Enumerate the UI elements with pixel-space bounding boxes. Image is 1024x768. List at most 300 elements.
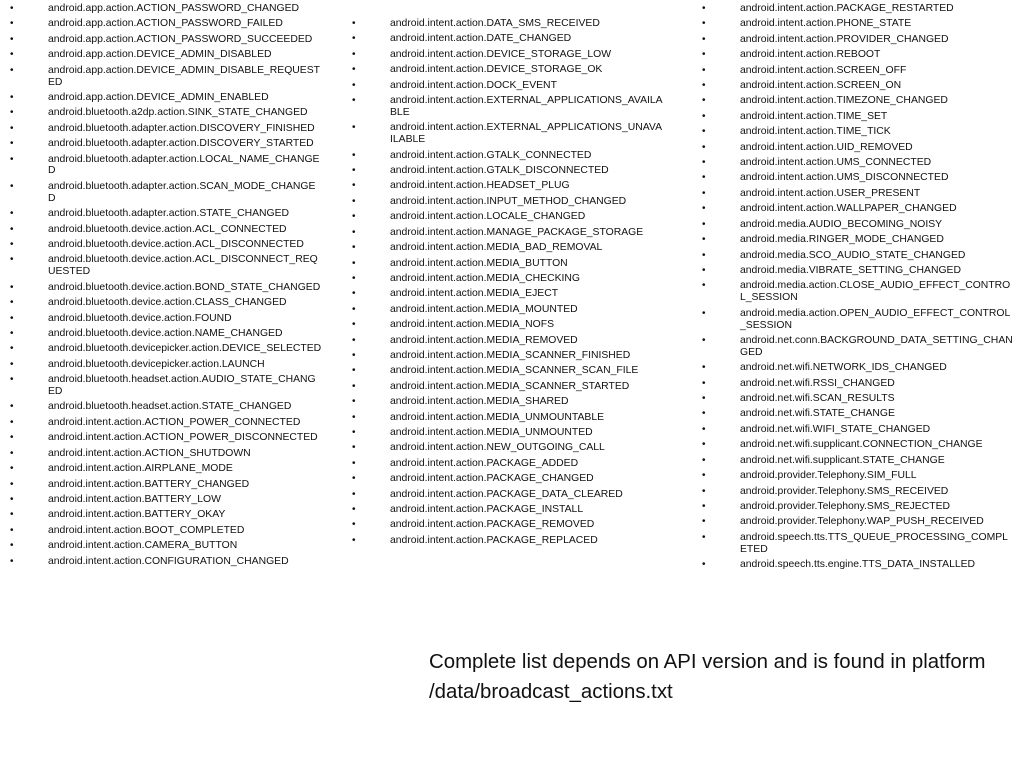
action-name: android.media.RINGER_MODE_CHANGED (740, 234, 944, 246)
action-name: android.app.action.ACTION_PASSWORD_SUCCEEDED (48, 33, 313, 45)
action-name: android.intent.action.BATTERY_CHANGED (48, 478, 250, 490)
bullet-icon: • (702, 559, 706, 571)
list-item (0, 374, 322, 398)
action-name: android.intent.action.PACKAGE_DATA_CLEARED (390, 488, 623, 500)
action-name: android.intent.action.EXTERNAL_APPLICATIONS_UNAVAILABLE (390, 122, 663, 146)
list-item (342, 150, 664, 162)
list-item (692, 532, 1014, 556)
action-name: android.intent.action.TIME_TICK (740, 126, 891, 138)
action-name: android.provider.Telephony.SMS_REJECTED (740, 500, 951, 512)
bullet-icon: • (702, 33, 706, 45)
action-name: android.intent.action.LOCALE_CHANGED (390, 211, 586, 223)
action-name: android.provider.Telephony.SIM_FULL (740, 470, 917, 482)
list-item (0, 328, 322, 340)
action-name: android.bluetooth.device.action.NAME_CHANGED (48, 327, 283, 339)
bullet-icon: • (10, 358, 14, 370)
action-name: android.intent.action.SCREEN_ON (740, 80, 902, 92)
list-item (342, 396, 664, 408)
list-item (342, 412, 664, 424)
bullet-icon: • (352, 411, 356, 423)
bullet-icon: • (10, 223, 14, 235)
bullet-icon: • (352, 195, 356, 207)
bullet-icon: • (10, 524, 14, 536)
bullet-icon: • (702, 334, 706, 346)
list-item (692, 234, 1014, 246)
bullet-icon: • (702, 218, 706, 230)
bullet-icon: • (702, 49, 706, 61)
bullet-icon: • (702, 516, 706, 528)
bullet-icon: • (10, 447, 14, 459)
bullet-icon: • (10, 312, 14, 324)
list-item (342, 442, 664, 454)
action-name: android.intent.action.MEDIA_UNMOUNTED (390, 426, 593, 438)
action-name: android.speech.tts.engine.TTS_DATA_INSTALLED (740, 559, 976, 571)
list-item (0, 107, 322, 119)
action-name: android.media.AUDIO_BECOMING_NOISY (740, 218, 943, 230)
action-name: android.intent.action.MEDIA_SHARED (390, 396, 569, 408)
bullet-icon: • (352, 442, 356, 454)
broadcast-actions-column-3 (692, 3, 1014, 574)
action-name: android.intent.action.PACKAGE_CHANGED (390, 473, 594, 485)
action-name: android.intent.action.PHONE_STATE (740, 18, 912, 30)
action-name: android.intent.action.PACKAGE_RESTARTED (740, 3, 954, 14)
bullet-icon: • (352, 488, 356, 500)
list-item (692, 470, 1014, 482)
bullet-icon: • (10, 180, 14, 192)
bullet-icon: • (702, 80, 706, 92)
action-name: android.intent.action.MEDIA_BUTTON (390, 257, 568, 269)
bullet-icon: • (702, 18, 706, 30)
bullet-icon: • (352, 288, 356, 300)
bullet-icon: • (702, 203, 706, 215)
list-item (0, 154, 322, 178)
bullet-icon: • (10, 297, 14, 309)
bullet-icon: • (10, 401, 14, 413)
list-item (0, 448, 322, 460)
action-name: android.intent.action.UMS_CONNECTED (740, 157, 932, 169)
bullet-icon: • (10, 540, 14, 552)
action-name: android.intent.action.MEDIA_SCANNER_FINISHED (390, 349, 631, 361)
list-item (0, 18, 322, 30)
list-item (692, 455, 1014, 467)
bullet-icon: • (10, 432, 14, 444)
list-item (692, 34, 1014, 46)
bullet-icon: • (702, 280, 706, 292)
list-item (0, 239, 322, 251)
list-item (0, 3, 322, 15)
bullet-icon: • (702, 454, 706, 466)
action-name: android.intent.action.DEVICE_STORAGE_OK (390, 64, 603, 76)
list-item (0, 343, 322, 355)
action-name: android.intent.action.WALLPAPER_CHANGED (740, 203, 957, 215)
list-item (692, 203, 1014, 215)
list-item (342, 227, 664, 239)
bullet-icon: • (352, 257, 356, 269)
bullet-icon: • (352, 473, 356, 485)
bullet-icon: • (352, 64, 356, 76)
action-name: android.intent.action.MANAGE_PACKAGE_STORAGE (390, 226, 644, 238)
bullet-icon: • (352, 426, 356, 438)
list-item (342, 273, 664, 285)
bullet-icon: • (10, 122, 14, 134)
list-item (342, 288, 664, 300)
bullet-icon: • (10, 18, 14, 30)
bullet-icon: • (352, 519, 356, 531)
action-name: android.bluetooth.devicepicker.action.DEVICE_SELECTED (48, 343, 322, 355)
action-name: android.intent.action.PACKAGE_REMOVED (390, 519, 595, 531)
bullet-icon: • (10, 91, 14, 103)
bullet-icon: • (702, 500, 706, 512)
list-item (0, 49, 322, 61)
action-name: android.intent.action.GTALK_DISCONNECTED (390, 165, 609, 177)
action-name: android.net.conn.BACKGROUND_DATA_SETTING_CHANGED (740, 334, 1013, 358)
list-item (692, 95, 1014, 107)
bullet-icon: • (352, 534, 356, 546)
bullet-icon: • (702, 408, 706, 420)
list-item (692, 408, 1014, 420)
list-item (0, 92, 322, 104)
bullet-icon: • (702, 470, 706, 482)
list-item (0, 540, 322, 552)
action-name: android.app.action.DEVICE_ADMIN_DISABLED (48, 49, 272, 61)
bullet-icon: • (352, 272, 356, 284)
action-name: android.bluetooth.a2dp.action.SINK_STATE_CHANGED (48, 107, 308, 119)
action-name: android.bluetooth.adapter.action.SCAN_MODE_CHANGED (48, 180, 316, 204)
bullet-icon: • (10, 239, 14, 250)
list-item (342, 33, 664, 45)
bullet-icon: • (10, 343, 14, 355)
action-name: android.intent.action.BATTERY_LOW (48, 493, 221, 505)
bullet-icon: • (352, 457, 356, 469)
list-item (692, 18, 1014, 30)
bullet-icon: • (10, 416, 14, 428)
action-name: android.speech.tts.TTS_QUEUE_PROCESSING_COMPLETED (740, 531, 1008, 555)
list-item (0, 254, 322, 278)
bullet-icon: • (702, 64, 706, 76)
list-item (342, 180, 664, 192)
bullet-icon: • (352, 79, 356, 91)
list-item (692, 393, 1014, 405)
bullet-icon: • (702, 249, 706, 261)
action-name: android.intent.action.DATE_CHANGED (390, 33, 572, 45)
list-item (0, 208, 322, 220)
list-item (0, 525, 322, 537)
action-name: android.intent.action.NEW_OUTGOING_CALL (390, 442, 605, 454)
list-item (342, 64, 664, 76)
bullet-icon: • (352, 349, 356, 361)
action-name: android.net.wifi.supplicant.STATE_CHANGE (740, 454, 945, 466)
list-item (692, 126, 1014, 138)
bullet-icon: • (352, 180, 356, 192)
list-item (692, 188, 1014, 200)
bullet-icon: • (352, 226, 356, 238)
action-name: android.intent.action.ACTION_POWER_DISCONNECTED (48, 432, 318, 444)
bullet-icon: • (702, 141, 706, 153)
list-item (342, 504, 664, 516)
action-name: android.intent.action.TIME_SET (740, 110, 888, 122)
list-item (0, 463, 322, 475)
broadcast-actions-column-1 (0, 3, 322, 571)
footnote-text: Complete list depends on API version and is found in platform /data/broadcast_actions.txt (429, 651, 986, 703)
bullet-icon: • (352, 122, 356, 134)
list-item (342, 458, 664, 470)
list-item (0, 123, 322, 135)
broadcast-actions-list (0, 3, 322, 567)
action-name: android.media.action.OPEN_AUDIO_EFFECT_CONTROL_SESSION (740, 307, 1011, 331)
bullet-icon: • (702, 95, 706, 107)
broadcast-actions-column-2 (342, 18, 664, 550)
bullet-icon: • (352, 242, 356, 254)
bullet-icon: • (352, 396, 356, 408)
action-name: android.bluetooth.headset.action.STATE_CHANGED (48, 401, 292, 413)
bullet-icon: • (10, 153, 14, 165)
action-name: android.net.wifi.RSSI_CHANGED (740, 377, 895, 389)
action-name: android.intent.action.ACTION_POWER_CONNECTED (48, 416, 301, 428)
action-name: android.media.action.CLOSE_AUDIO_EFFECT_CONTROL_SESSION (740, 280, 1011, 304)
action-name: android.intent.action.HEADSET_PLUG (390, 180, 570, 192)
bullet-icon: • (352, 504, 356, 515)
bullet-icon: • (352, 149, 356, 161)
action-name: android.provider.Telephony.WAP_PUSH_RECEIVED (740, 516, 984, 528)
action-name: android.intent.action.MEDIA_REMOVED (390, 334, 578, 346)
bullet-icon: • (702, 126, 706, 138)
list-item (0, 556, 322, 568)
list-item (0, 313, 322, 325)
action-name: android.intent.action.DATA_SMS_RECEIVED (390, 18, 600, 29)
bullet-icon: • (702, 423, 706, 435)
bullet-icon: • (10, 138, 14, 150)
list-item (342, 18, 664, 30)
action-name: android.intent.action.DEVICE_STORAGE_LOW (390, 48, 611, 60)
action-name: android.media.SCO_AUDIO_STATE_CHANGED (740, 249, 966, 261)
bullet-icon: • (352, 33, 356, 45)
list-item (342, 319, 664, 331)
bullet-icon: • (10, 463, 14, 475)
list-item (692, 559, 1014, 571)
list-item (692, 362, 1014, 374)
list-item (692, 308, 1014, 332)
list-item (342, 519, 664, 531)
list-item (0, 509, 322, 521)
list-item (692, 265, 1014, 277)
action-name: android.provider.Telephony.SMS_RECEIVED (740, 485, 949, 497)
action-name: android.bluetooth.device.action.FOUND (48, 312, 232, 324)
broadcast-actions-list (692, 3, 1014, 571)
action-name: android.app.action.DEVICE_ADMIN_ENABLED (48, 91, 269, 103)
list-item (692, 142, 1014, 154)
bullet-icon: • (10, 208, 14, 220)
list-item (692, 65, 1014, 77)
action-name: android.net.wifi.SCAN_RESULTS (740, 393, 895, 405)
list-item (692, 250, 1014, 262)
bullet-icon: • (352, 18, 356, 29)
action-name: android.intent.action.MEDIA_CHECKING (390, 272, 580, 284)
action-name: android.intent.action.PROVIDER_CHANGED (740, 33, 949, 45)
list-item (0, 65, 322, 89)
list-item (0, 224, 322, 236)
action-name: android.intent.action.MEDIA_MOUNTED (390, 303, 578, 315)
action-name: android.app.action.ACTION_PASSWORD_CHANGED (48, 3, 300, 14)
list-item (342, 95, 664, 119)
list-item (692, 516, 1014, 528)
action-name: android.intent.action.TIMEZONE_CHANGED (740, 95, 948, 107)
bullet-icon: • (10, 64, 14, 76)
bullet-icon: • (10, 327, 14, 339)
bullet-icon: • (702, 3, 706, 14)
list-item (342, 489, 664, 501)
bullet-icon: • (10, 107, 14, 119)
action-name: android.bluetooth.adapter.action.LOCAL_NAME_CHANGED (48, 153, 320, 177)
bullet-icon: • (702, 264, 706, 276)
bullet-icon: • (10, 254, 14, 266)
action-name: android.intent.action.CONFIGURATION_CHANGED (48, 555, 289, 567)
action-name: android.intent.action.SCREEN_OFF (740, 64, 907, 76)
action-name: android.bluetooth.headset.action.AUDIO_STATE_CHANGED (48, 374, 316, 398)
action-name: android.intent.action.USER_PRESENT (740, 187, 921, 199)
action-name: android.app.action.DEVICE_ADMIN_DISABLE_REQUESTED (48, 64, 321, 88)
action-name: android.intent.action.MEDIA_SCANNER_SCAN_FILE (390, 365, 639, 377)
list-item (692, 157, 1014, 169)
action-name: android.bluetooth.device.action.CLASS_CHANGED (48, 297, 287, 309)
bullet-icon: • (702, 439, 706, 451)
action-name: android.bluetooth.device.action.BOND_STATE_CHANGED (48, 281, 321, 293)
bullet-icon: • (352, 48, 356, 60)
bullet-icon: • (10, 33, 14, 45)
bullet-icon: • (352, 211, 356, 223)
action-name: android.intent.action.PACKAGE_INSTALL (390, 504, 584, 515)
bullet-icon: • (702, 485, 706, 497)
bullet-icon: • (352, 380, 356, 392)
action-name: android.intent.action.UMS_DISCONNECTED (740, 172, 949, 184)
list-item (692, 172, 1014, 184)
bullet-icon: • (10, 49, 14, 61)
list-item (342, 165, 664, 177)
bullet-icon: • (702, 377, 706, 389)
list-item (0, 297, 322, 309)
bullet-icon: • (352, 165, 356, 177)
list-item (342, 535, 664, 547)
list-item (342, 350, 664, 362)
action-name: android.intent.action.INPUT_METHOD_CHANGED (390, 195, 627, 207)
bullet-icon: • (352, 95, 356, 107)
list-item (342, 211, 664, 223)
action-name: android.bluetooth.device.action.ACL_DISCONNECT_REQUESTED (48, 254, 318, 278)
action-name: android.intent.action.DOCK_EVENT (390, 79, 557, 91)
list-item (692, 80, 1014, 92)
list-item (0, 479, 322, 491)
action-name: android.intent.action.UID_REMOVED (740, 141, 913, 153)
list-item (342, 381, 664, 393)
list-item (692, 280, 1014, 304)
list-item (692, 486, 1014, 498)
list-item (692, 335, 1014, 359)
action-name: android.bluetooth.adapter.action.DISCOVERY_STARTED (48, 138, 314, 150)
list-item (342, 122, 664, 146)
list-item (0, 181, 322, 205)
bullet-icon: • (702, 531, 706, 543)
action-name: android.intent.action.MEDIA_BAD_REMOVAL (390, 242, 603, 254)
bullet-icon: • (10, 374, 14, 386)
list-item (342, 196, 664, 208)
action-name: android.bluetooth.adapter.action.DISCOVERY_FINISHED (48, 122, 315, 134)
bullet-icon: • (702, 362, 706, 374)
list-item (0, 359, 322, 371)
list-item (342, 258, 664, 270)
action-name: android.bluetooth.device.action.ACL_DISCONNECTED (48, 239, 304, 250)
action-name: android.intent.action.EXTERNAL_APPLICATIONS_AVAILABLE (390, 95, 663, 118)
action-name: android.net.wifi.supplicant.CONNECTION_CHANGE (740, 439, 983, 451)
list-item (692, 49, 1014, 61)
action-name: android.app.action.ACTION_PASSWORD_FAILED (48, 18, 283, 30)
bullet-icon: • (702, 110, 706, 122)
action-name: android.intent.action.ACTION_SHUTDOWN (48, 447, 251, 459)
action-name: android.net.wifi.WIFI_STATE_CHANGED (740, 423, 931, 435)
list-item (692, 3, 1014, 15)
action-name: android.net.wifi.STATE_CHANGE (740, 408, 895, 420)
action-name: android.intent.action.GTALK_CONNECTED (390, 149, 592, 161)
action-name: android.intent.action.PACKAGE_ADDED (390, 457, 579, 469)
action-name: android.intent.action.BATTERY_OKAY (48, 509, 226, 521)
action-name: android.intent.action.REBOOT (740, 49, 881, 61)
action-name: android.intent.action.MEDIA_SCANNER_STARTED (390, 380, 630, 392)
bullet-icon: • (352, 303, 356, 315)
bullet-icon: • (702, 157, 706, 169)
bullet-icon: • (352, 319, 356, 331)
action-name: android.intent.action.CAMERA_BUTTON (48, 540, 238, 552)
action-name: android.intent.action.MEDIA_UNMOUNTABLE (390, 411, 605, 423)
list-item (692, 501, 1014, 513)
list-item (0, 282, 322, 294)
action-name: android.intent.action.AIRPLANE_MODE (48, 463, 233, 475)
action-name: android.intent.action.BOOT_COMPLETED (48, 524, 245, 536)
list-item (692, 378, 1014, 390)
bullet-icon: • (352, 365, 356, 377)
bullet-icon: • (352, 334, 356, 346)
action-name: android.bluetooth.device.action.ACL_CONNECTED (48, 223, 287, 235)
list-item (342, 242, 664, 254)
list-item (0, 34, 322, 46)
list-item (0, 401, 322, 413)
bullet-icon: • (10, 478, 14, 490)
bullet-icon: • (10, 281, 14, 293)
list-item (692, 111, 1014, 123)
action-name: android.media.VIBRATE_SETTING_CHANGED (740, 264, 961, 276)
bullet-icon: • (10, 509, 14, 521)
bullet-icon: • (702, 172, 706, 184)
bullet-icon: • (702, 187, 706, 199)
list-item (342, 335, 664, 347)
bullet-icon: • (10, 3, 14, 14)
action-name: android.bluetooth.devicepicker.action.LAUNCH (48, 358, 265, 370)
action-name: android.bluetooth.adapter.action.STATE_CHANGED (48, 208, 290, 220)
list-item (342, 427, 664, 439)
bullet-icon: • (702, 234, 706, 246)
list-item (0, 417, 322, 429)
list-item (342, 49, 664, 61)
list-item (342, 304, 664, 316)
bullet-icon: • (702, 393, 706, 405)
list-item (0, 138, 322, 150)
broadcast-actions-list (342, 18, 664, 547)
action-name: android.intent.action.MEDIA_EJECT (390, 288, 559, 300)
bullet-icon: • (702, 307, 706, 319)
action-name: android.net.wifi.NETWORK_IDS_CHANGED (740, 362, 947, 374)
list-item (0, 432, 322, 444)
list-item (342, 473, 664, 485)
list-item (692, 424, 1014, 436)
action-name: android.intent.action.MEDIA_NOFS (390, 319, 555, 331)
action-name: android.intent.action.PACKAGE_REPLACED (390, 534, 598, 546)
